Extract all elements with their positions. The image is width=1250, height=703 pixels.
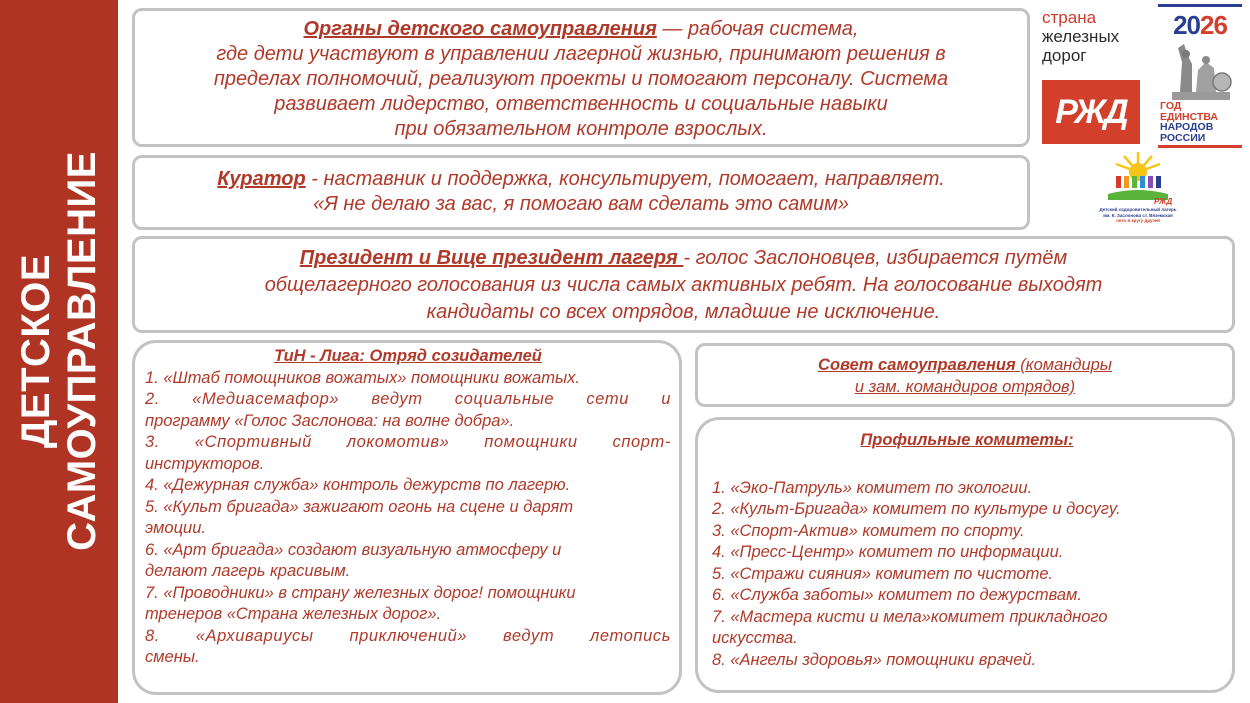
league-box xyxy=(132,340,682,695)
organs-heading-tail: — рабочая система, xyxy=(656,18,859,40)
sidebar-banner xyxy=(0,0,118,703)
organs-line: при обязательном контроле взрослых. xyxy=(394,118,768,140)
sidebar-title xyxy=(13,151,105,551)
league-line: 6. «Арт бригада» создают визуальную атмосферу и xyxy=(145,540,562,559)
strana-zheleznyh-dorog-logo xyxy=(1042,8,1119,65)
league-line: программу «Голос Заслонова: на волне добра». xyxy=(145,411,515,430)
year-caption: ГОД ЕДИНСТВА НАРОДОВ РОССИИ xyxy=(1160,100,1218,144)
league-line: инструкторов. xyxy=(145,454,265,473)
league-heading: ТиН - Лига: Отряд созидателей xyxy=(274,347,542,365)
president-line: общелагерного голосования из числа самых активных ребят. На голосование выходят xyxy=(264,274,1103,296)
logo-text-line: дорог xyxy=(1042,46,1087,65)
logo-stripe xyxy=(1158,4,1242,7)
president-line: кандидаты со всех отрядов, младшие не исключение. xyxy=(426,301,941,323)
league-line: 4. «Дежурная служба» контроль дежурств по лагерю. xyxy=(145,476,571,494)
committees-heading-wrap xyxy=(712,430,1222,452)
curator-heading: Куратор xyxy=(217,168,306,190)
council-box xyxy=(695,343,1235,407)
league-line: 1. «Штаб помощников вожатых» помощники вожатых. xyxy=(145,368,580,387)
organs-box xyxy=(132,8,1030,147)
rzd-logo-icon: РЖД xyxy=(1042,80,1140,144)
league-line: 2. «Медиасемафор» ведут социальные сети и xyxy=(145,390,671,408)
president-heading-tail: - голос Заслоновцев, избирается путём xyxy=(683,247,1068,269)
council-line2: и зам. командиров отрядов) xyxy=(854,378,1076,396)
league-line: тренеров «Страна железных дорог». xyxy=(145,605,442,623)
sidebar-title-line2: САМОУПРАВЛЕНИЕ xyxy=(60,151,104,551)
committee-item: 4. «Пресс-Центр» комитет по информации. xyxy=(712,543,1064,561)
committees-box xyxy=(695,417,1235,693)
league-line: 5. «Культ бригада» зажигают огонь на сцене и дарят xyxy=(145,497,574,516)
league-line: 3. «Спортивный локомотив» помощники спорт- xyxy=(145,433,671,451)
logo-text-line: страна xyxy=(1042,8,1097,27)
organs-line: развивает лидерство, ответственность и социальные навыки xyxy=(274,93,888,115)
curator-heading-tail: - наставник и поддержка, консультирует, помогает, направляет. xyxy=(305,168,945,190)
league-line: 7. «Проводники» в страну железных дорог! помощники xyxy=(145,583,576,602)
sidebar-title-line1: ДЕТСКОЕ xyxy=(14,253,58,449)
council-heading: Совет самоуправления xyxy=(818,356,1016,374)
logo-text-line: железных xyxy=(1042,27,1120,46)
logo-area xyxy=(1040,0,1250,230)
svg-text:РЖД: РЖД xyxy=(1154,197,1173,206)
committee-item: 3. «Спорт-Актив» комитет по спорту. xyxy=(712,521,1025,540)
organs-heading: Органы детского самоуправления xyxy=(303,18,657,40)
committee-item: искусства. xyxy=(712,629,798,647)
league-line: делают лагерь красивым. xyxy=(145,562,351,580)
curator-quote: «Я не делаю за вас, я помогаю вам сделать это самим» xyxy=(313,193,849,215)
league-heading-wrap xyxy=(145,346,671,368)
committee-item: 1. «Эко-Патруль» комитет по экологии. xyxy=(712,478,1033,497)
year-number: 2026 xyxy=(1173,10,1227,40)
organs-line: пределах полномочий, реализуют проекты и помогают персоналу. Система xyxy=(213,68,949,90)
league-line: эмоции. xyxy=(145,519,206,537)
sun-children-icon xyxy=(1088,150,1188,206)
committees-heading: Профильные комитеты: xyxy=(860,431,1074,449)
camp-logo xyxy=(1088,150,1188,228)
camp-caption: Детский оздоровительный лагерь им. К. Заслонова ст. Вяземская лето в кругу друзей xyxy=(1099,207,1177,223)
committee-item: 2. «Культ-Бригада» комитет по культуре и досугу. xyxy=(712,500,1121,518)
committee-item: 7. «Мастера кисти и мела»комитет прикладного xyxy=(712,607,1108,626)
president-heading: Президент и Вице президент лагеря xyxy=(299,247,684,269)
organs-heading-line xyxy=(135,17,1027,42)
organs-line: где дети участвуют в управлении лагерной жизнью, принимают решения в xyxy=(216,43,946,65)
monument-icon xyxy=(1166,40,1234,102)
curator-box xyxy=(132,155,1030,230)
council-heading-line xyxy=(698,354,1232,376)
logo-stripe xyxy=(1158,145,1242,148)
council-heading-tail: (командиры xyxy=(1015,356,1112,374)
committee-item: 6. «Служба заботы» комитет по дежурствам. xyxy=(712,586,1082,604)
league-line: 8. «Архивариусы приключений» ведут летопись xyxy=(145,626,671,645)
president-box xyxy=(132,236,1235,333)
league-line: смены. xyxy=(145,648,200,666)
president-heading-line xyxy=(135,245,1232,272)
committee-item: 5. «Стражи сияния» комитет по чистоте. xyxy=(712,564,1054,583)
curator-heading-line xyxy=(135,167,1027,192)
committee-item: 8. «Ангелы здоровья» помощники врачей. xyxy=(712,650,1037,669)
year-of-unity-logo xyxy=(1158,4,1242,144)
